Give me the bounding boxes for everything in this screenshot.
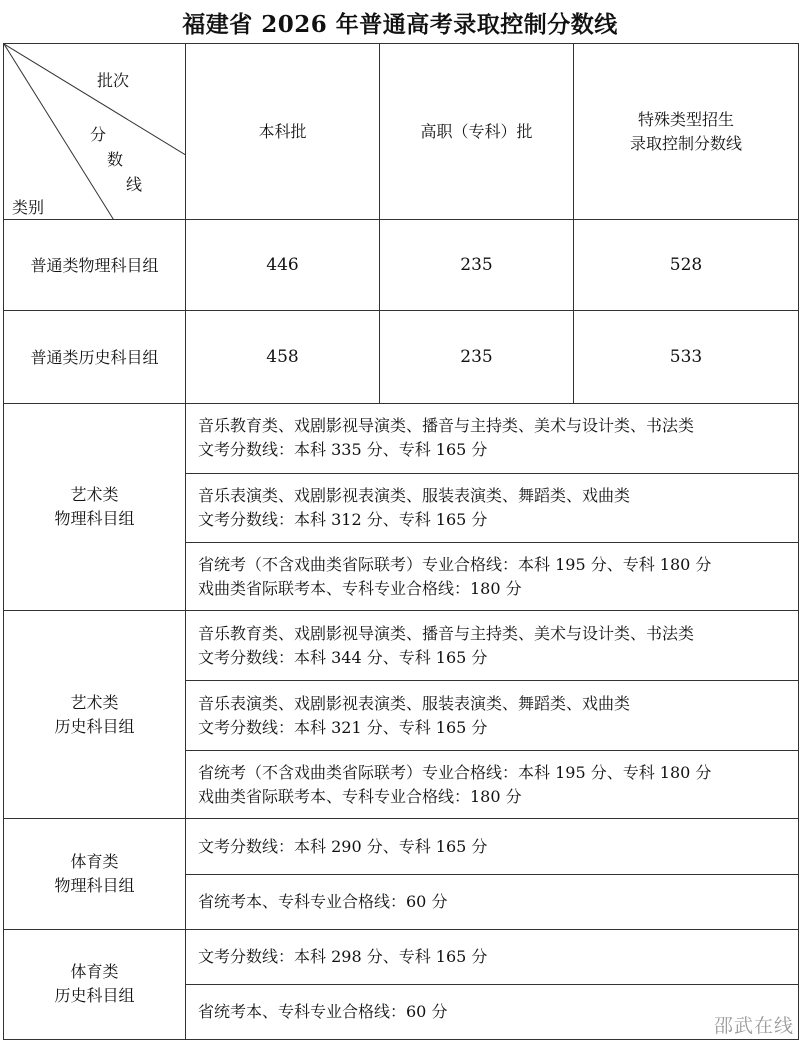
group-item bbox=[186, 681, 799, 751]
group-label-line2: 历史科目组 bbox=[54, 716, 135, 736]
table-row bbox=[4, 929, 799, 984]
group-label-line1: 艺术类 bbox=[70, 692, 119, 712]
group-label bbox=[4, 929, 186, 1039]
cell-special: 533 bbox=[574, 310, 799, 403]
item-line2: 文考分数线：本科 321 分、专科 165 分 bbox=[198, 717, 488, 737]
group-label bbox=[4, 403, 186, 610]
diagonal-header-cell bbox=[4, 44, 186, 220]
group-item bbox=[186, 751, 799, 819]
group-item: 省统考本、专科专业合格线：60 分 bbox=[186, 874, 799, 929]
item-line2: 戏曲类省际联考本、专科专业合格线：180 分 bbox=[198, 578, 522, 598]
group-item: 省统考本、专科专业合格线：60 分 bbox=[186, 984, 799, 1039]
group-label-line1: 体育类 bbox=[70, 962, 119, 982]
header-special-line1: 特殊类型招生 bbox=[637, 109, 734, 129]
item-line2: 文考分数线：本科 344 分、专科 165 分 bbox=[198, 647, 488, 667]
row-label: 普通类物理科目组 bbox=[4, 220, 186, 310]
item-line2: 文考分数线：本科 335 分、专科 165 分 bbox=[198, 440, 488, 460]
item-line2: 戏曲类省际联考本、专科专业合格线：180 分 bbox=[198, 786, 522, 806]
cell-undergrad: 458 bbox=[186, 310, 380, 403]
cell-undergrad: 446 bbox=[186, 220, 380, 310]
header-special-line2: 录取控制分数线 bbox=[629, 133, 742, 153]
group-item bbox=[186, 542, 799, 610]
watermark: 邵武在线 bbox=[713, 1015, 794, 1037]
item-line2: 文考分数线：本科 312 分、专科 165 分 bbox=[198, 509, 488, 529]
header-score-char-1: 分 bbox=[90, 125, 107, 144]
group-label-line2: 物理科目组 bbox=[54, 876, 135, 896]
header-batch-label: 批次 bbox=[97, 71, 130, 90]
cell-vocational: 235 bbox=[380, 220, 574, 310]
item-line1: 省统考（不含戏曲类省际联考）专业合格线：本科 195 分、专科 180 分 bbox=[198, 554, 712, 574]
cell-special: 528 bbox=[574, 220, 799, 310]
score-table bbox=[3, 43, 799, 1040]
group-label bbox=[4, 611, 186, 819]
group-item bbox=[186, 611, 799, 681]
group-label-line1: 体育类 bbox=[70, 852, 119, 872]
page-title: 福建省 2026 年普通高考录取控制分数线 bbox=[182, 11, 618, 38]
item-line1: 省统考（不含戏曲类省际联考）专业合格线：本科 195 分、专科 180 分 bbox=[198, 762, 712, 782]
group-label-line1: 艺术类 bbox=[70, 484, 119, 504]
header-vocational: 高职（专科）批 bbox=[380, 44, 574, 220]
header-category-label: 类别 bbox=[12, 198, 45, 217]
group-label bbox=[4, 819, 186, 929]
table-row bbox=[4, 611, 799, 681]
header-undergrad: 本科批 bbox=[186, 44, 380, 220]
table-row bbox=[4, 220, 799, 310]
item-line1: 音乐教育类、戏剧影视导演类、播音与主持类、美术与设计类、书法类 bbox=[198, 623, 695, 643]
group-item bbox=[186, 403, 799, 473]
row-label: 普通类历史科目组 bbox=[4, 310, 186, 403]
header-score-char-3: 线 bbox=[126, 175, 143, 194]
item-line1: 音乐表演类、戏剧影视表演类、服装表演类、舞蹈类、戏曲类 bbox=[198, 693, 631, 713]
group-label-line2: 物理科目组 bbox=[54, 508, 135, 528]
header-score-char-2: 数 bbox=[107, 150, 124, 169]
header-special bbox=[574, 44, 799, 220]
item-line1: 音乐教育类、戏剧影视导演类、播音与主持类、美术与设计类、书法类 bbox=[198, 416, 695, 436]
group-item bbox=[186, 473, 799, 542]
group-item: 文考分数线：本科 298 分、专科 165 分 bbox=[186, 929, 799, 984]
cell-vocational: 235 bbox=[380, 310, 574, 403]
group-label-line2: 历史科目组 bbox=[54, 986, 135, 1006]
item-line1: 音乐表演类、戏剧影视表演类、服装表演类、舞蹈类、戏曲类 bbox=[198, 485, 631, 505]
group-item: 文考分数线：本科 290 分、专科 165 分 bbox=[186, 819, 799, 874]
table-row bbox=[4, 310, 799, 403]
table-row bbox=[4, 819, 799, 874]
table-row bbox=[4, 403, 799, 473]
header-row bbox=[4, 44, 799, 220]
